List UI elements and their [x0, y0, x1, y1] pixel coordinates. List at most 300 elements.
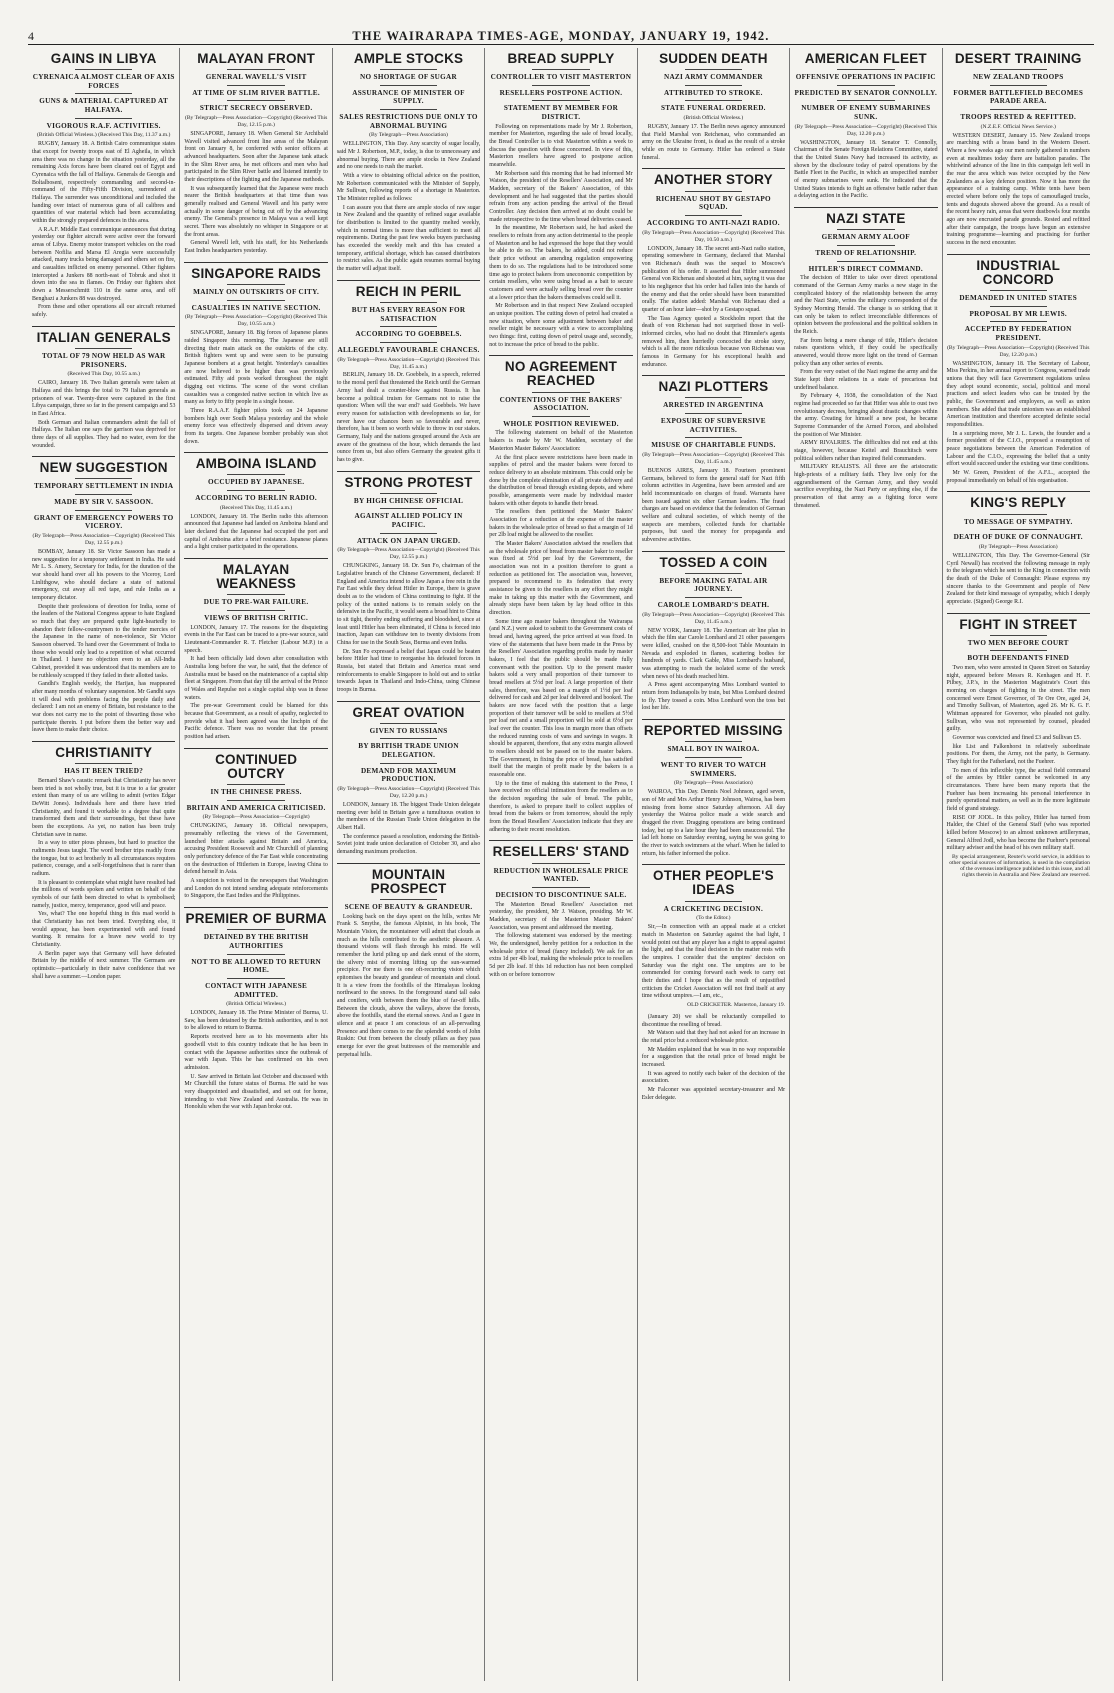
article-paragraph: Sir,—In connection with an appeal made at a cricket match in Masterton on Saturday against the bad light, I would point out that any player has a right to appeal against the light, and that the final decision in the matter rests with the umpires. I consider that the umpires' decision on Saturday was the right one. The umpires are to be commended for coming forward each week to carry out their duties and I hope that as the result of unjustified criticism the Cricket Association will not find itself at any time without umpires.—I am, etc., — [641, 924, 786, 1000]
article — [947, 613, 1090, 879]
deck-rule — [380, 342, 437, 343]
article-separator — [337, 471, 480, 472]
deck-rule — [990, 321, 1047, 322]
deck-rule — [990, 306, 1047, 307]
article-paragraph: CHUNGKING, January 18. Dr. Sun Fo, chairman of the Legislative branch of the Chinese Government, declared: If England and America intend to allow Japan a free rein in the Far East while they defeat Hitler in Europe, there is grave doubt as to the wisdom of China continuing to fight. If the policy of the united nations is to remain solely on the defensive in the Pacific, it would seem a broad hint to China to sit tight, thereby ending suffering and bloodshed, since at least until Hitler has been eliminated, if China is forced into inaction, Japan can withdraw ten to twenty divisions from China for use in the South Seas, Burma and even India. — [336, 563, 481, 646]
deck-rule — [380, 723, 437, 724]
article-headline: ITALIAN GENERALS — [36, 329, 171, 345]
deck-rule — [685, 191, 742, 192]
deck-rule — [685, 69, 742, 70]
article-deck: DEATH OF DUKE OF CONNAUGHT. — [953, 533, 1083, 542]
article-headline: MALAYAN FRONT — [197, 51, 316, 66]
article-deck: WENT TO RIVER TO WATCH SWIMMERS. — [660, 760, 767, 778]
article-deck: WHOLE POSITION REVIEWED. — [503, 419, 619, 428]
article-body — [184, 625, 327, 742]
deck-rule — [227, 474, 284, 475]
article — [947, 52, 1090, 248]
article-separator — [947, 613, 1090, 614]
article-headline: TOSSED A COIN — [659, 554, 768, 570]
article-signature: By special arrangement, Reuter's world service, in addition to other special sources of information, is used in the compilation of the overseas intelligence published in this issue, and all rights therein in Australia and New Zealand are reserved. — [949, 854, 1090, 879]
article-body — [947, 665, 1090, 853]
masthead — [28, 22, 1094, 45]
article-deck: IN THE CHINESE PRESS. — [210, 788, 302, 797]
article-deck: STATEMENT BY MEMBER FOR DISTRICT. — [503, 104, 619, 122]
article-deck: BRITAIN AND AMERICA CRITICISED. — [186, 803, 326, 812]
article-deck: ACCEPTED BY FEDERATION PRESIDENT. — [964, 325, 1072, 343]
article-deck: GERMAN ARMY ALOOF — [821, 233, 910, 242]
article-paragraph: With a view to obtaining official advice on the position, Mr Robertson communicated with the Minister of Supply, Mr Sullivan, following reports of a shortage in Masterton. The Minister replied as follows: — [336, 173, 481, 203]
deck-rule — [990, 514, 1047, 515]
article-paragraph: Two men, who were arrested in Queen Street on Saturday night, appeared before Messrs R. Kenhagen and H. F. Pilbey, J.P.'s, in the Masterton Magistrate's Court this morning on charges of fighting in the street. The men concerned were Ernest Governor, of Te Ore Ore, aged 24, and Timothy Sullivan, of Masterton, aged 26. Mr K. G. F. Whitman appeared for Governor, who pleaded not guilty. Sullivan, who was not represented by counsel, pleaded guilty. — [946, 665, 1090, 733]
news-columns — [28, 48, 1094, 1681]
deck-rule — [532, 416, 589, 417]
article-deck: PREDICTED BY SENATOR CONNOLLY. — [794, 88, 938, 97]
article-paragraph: Up to the time of making this statement to the Press, I have received no official intimation from the resellers as to the decision regarding the sale of bread. The public, therefore, is asked to prepare itself to collect supplies of bread from the bakers or from tomorrow, should the reply from the Bread Resellers' Association indicate that they are adhering to their recent resolution. — [489, 780, 633, 833]
article-deck: TO MESSAGE OF SYMPATHY. — [963, 517, 1073, 526]
article-body — [642, 628, 785, 713]
article-deck: TREND OF RELATIONSHIP. — [815, 248, 917, 257]
article-paragraph: In a way to utter pious phrases, but hard to practice the rudiments Jesus taught. The word brother trips readily from the tongue, but to act brotherly in all circumstances requires patience, courage, and a self-forgetfulness that is rarer than radium. — [32, 840, 176, 877]
article — [184, 452, 327, 552]
article-body — [642, 468, 785, 545]
article-deck: BY HIGH CHINESE OFFICIAL — [353, 496, 464, 505]
article-paragraph: Mr Robertson and in that respect New Zealand occupied an unique position. The cutting down of petrol had created a new situation, where some adjustment between baker and reseller might be necessary with a view to accomplishing two things: first, cutting down of petrol usage and, secondly, not to increase the price of bread to the public. — [489, 303, 633, 348]
article-byline: (By Telegraph—Press Association) — [978, 543, 1058, 550]
article-separator — [489, 840, 632, 841]
deck-rule — [380, 738, 437, 739]
article-deck: BEFORE MAKING FATAL AIR JOURNEY. — [659, 576, 768, 594]
article-deck: REDUCTION IN WHOLESALE PRICE WANTED. — [493, 866, 629, 884]
article-paragraph: It was subsequently learned that the Japanese were much nearer the British headquarters at that time than was generally realised and General Wavell and his party were actually in some danger of being cut off by the advancing enemy. The General's presence in Malaya was a well kept secret. There was absolutely no whisper in Singapore or at the front areas. — [184, 185, 328, 238]
article-paragraph: In the meantime, Mr Robertson said, he had asked the resellers to refrain from any action detrimental to the people of Masterton and he had expressed the hope that they would be able to do so. The bakers, he added, could not reduce their price without an amending regulation empowering them to do so. The regulations had to be introduced some time ago to protect bakers from uneconomic competition by certain resellers, who were using bread as a bait to secure customers and were actually selling bread over the counter at a lower price than the bakers themselves could sell it. — [489, 225, 633, 301]
article-body — [32, 549, 175, 735]
article-separator — [337, 863, 480, 864]
article-headline: SUDDEN DEATH — [659, 51, 768, 66]
article — [642, 719, 785, 858]
article-separator — [947, 254, 1090, 255]
deck-rule — [227, 85, 284, 86]
article-paragraph: In a surprising move, Mr J. L. Lewis, the founder and a former president of the C.I.O., proposed a resumption of peace negotiations between the American Federation of Labour and the C.I.O., expressing the belief that a unity effort would succeed under the existing war time conditions. — [946, 430, 1090, 468]
article — [489, 52, 632, 349]
deck-rule — [532, 887, 589, 888]
deck-rule — [837, 229, 894, 230]
article — [642, 52, 785, 162]
article-paragraph: A Berlin paper says that Germany will have defeated Britain by the middle of next summer. The Germans are optimistic—particularly in their naive confidence that we shall have a summer.—London paper. — [32, 950, 176, 980]
column-4 — [485, 48, 637, 1681]
article-deck: VIGOROUS R.A.F. ACTIVITIES. — [46, 121, 161, 130]
article-paragraph: Mr Madden explained that he was in no way responsible for a suggestion that the retail price of bread might be increased. — [641, 1046, 786, 1068]
article-paragraph: WAIROA, This Day. Dennis Noel Johnson, aged seven, son of Mr and Mrs Arthur Henry Johnson, Wairoa, has been missing from home since Saturday afternoon. All day yesterday the Wairoa police made a wide search and dragged the river. Dragging operations are being continued today, but up to a late hour they had been unsuccessful. The lad left home on Saturday evening, saying he was going to the river to watch swimmers at the wharf. When he failed to return, his father informed the police. — [641, 789, 786, 857]
article-paragraph: Mr Robertson said this morning that he had informed Mr Watson, the president of the Resellers' Association, and Mr Madden, secretary of the Bakers' Association, of this development and he had suggested that the parties should refrain from any action pending the arrival of the Bread Controller. Any decision then arrived at no doubt could be made retrospective to the time when bread deliveries ceased. — [489, 170, 633, 223]
article-byline: (By Telegraph—Press Association—Copyright) (Received This Day, 10.55 a.m.) — [184, 314, 328, 328]
article-paragraph: LONDON, January 18. The Prime Minister of Burma, U. Saw, has been detained by the British authorities, and is not to be allowed to return to Burma. — [184, 1010, 328, 1032]
article-paragraph: Governor was convicted and fined £3 and Sullivan £5. — [952, 735, 1081, 742]
article-byline: (By Telegraph—Press Association—Copyright) (Received This Day, 12.20 p.m.) — [794, 123, 937, 137]
article-deck: ATTACK ON JAPAN URGED. — [356, 536, 461, 545]
article — [32, 456, 175, 735]
article-headline: INDUSTRIAL CONCORD — [976, 257, 1061, 287]
article-separator — [947, 491, 1090, 492]
article-body — [184, 514, 327, 552]
article-paragraph: RUGBY, January 18. A British Cairo communique states that except for twenty troops east of El Agheila, in which area there was no change in the situation yesterday, all the remaining Axis forces have been cleared out of Egypt and Cyrenaica with the fall of Halfaya. Generals de Georgis and Boltalboseni, respectively commanding and second-in-command of the Fifty-Fifth Division, surrendered at Halfaya. The surrender was unconditional and included the handing over intact of numerous guns of all calibres and quantities of war material which had been accumulating within the strongly prepared defences in this area. — [32, 141, 176, 225]
article-separator — [32, 741, 175, 742]
article-body — [337, 914, 480, 1060]
article-headline: REPORTED MISSING — [643, 723, 783, 739]
deck-rule — [227, 954, 284, 955]
deck-rule — [685, 85, 742, 86]
article-body — [642, 924, 785, 1001]
deck-rule — [990, 650, 1047, 651]
article-deck: BY BRITISH TRADE UNION DELEGATION. — [358, 742, 459, 760]
article — [642, 375, 785, 544]
article-deck: NEW ZEALAND TROOPS — [972, 73, 1064, 82]
article-body — [32, 778, 175, 981]
article-deck: AGAINST ALLIED POLICY IN PACIFIC. — [354, 512, 463, 529]
deck-rule — [532, 100, 589, 101]
deck-rule — [685, 215, 742, 216]
article-byline: (By Telegraph—Press Association—Copyright) (Received This Day, 10.50 a.m.) — [642, 229, 785, 243]
article-byline: (By Telegraph—Press Association) — [674, 780, 753, 787]
deck-rule — [227, 100, 284, 101]
article-deck: CONTENTIONS OF THE BAKERS' ASSOCIATION. — [499, 395, 623, 413]
article-deck: VIEWS OF BRITISH CRITIC. — [204, 614, 309, 623]
deck-rule — [75, 763, 132, 764]
deck-rule — [75, 494, 132, 495]
article — [337, 52, 480, 274]
article-deck: DECISION TO DISCONTINUE SALE. — [495, 890, 627, 899]
article-deck: SCENE OF BEAUTY & GRANDEUR. — [344, 903, 473, 912]
deck-rule — [990, 290, 1047, 291]
article-paragraph: General Wavell left, with his staff, for his Netherlands East Indies headquarters yesterday. — [184, 240, 328, 255]
article-body — [794, 275, 937, 510]
deck-rule — [837, 69, 894, 70]
article-deck: SMALL BOY IN WAIROA. — [667, 745, 760, 754]
article-headline: AMBOINA ISLAND — [195, 456, 317, 472]
article-deck: ASSURANCE OF MINISTER OF SUPPLY. — [352, 88, 465, 106]
deck-rule — [532, 863, 589, 864]
deck-rule — [990, 109, 1047, 110]
deck-rule — [380, 326, 437, 327]
article-paragraph: Despite their professions of devotion for India, some of the leaders of the National Congress appear to hate England so much that they are prepared quite light-heartedly to abandon their fellow-countrymen to the tender mercies of the Japanese in the name of non-violence, Sir Victor Sassoon observed. To hand over the Government of India to those who would only lead to a repetition of what occurred in Thailand. I have no objection even to an All-India Cabinet, provided it was understood that its members are to be ruthlessly scrapped if they failed in their allotted tasks. — [32, 603, 176, 679]
article-deck: AT TIME OF SLIM RIVER BATTLE. — [192, 88, 320, 97]
article — [184, 907, 327, 1112]
article-separator — [184, 262, 327, 263]
article-separator — [794, 207, 937, 208]
article-deck: ACCORDING TO ANTI-NAZI RADIO. — [646, 218, 780, 227]
article-deck: ATTRIBUTED TO STROKE. — [664, 88, 763, 97]
deck-rule — [75, 118, 132, 119]
article-paragraph: From these and other operations all our aircraft returned safely. — [32, 304, 176, 319]
article-body — [184, 330, 327, 446]
article — [184, 558, 327, 742]
article-headline: RESELLERS' STAND — [492, 844, 630, 860]
article-separator — [642, 864, 785, 865]
article-deck: HAS IT BEEN TRIED? — [64, 767, 144, 776]
deck-rule — [532, 392, 589, 393]
deck-rule — [837, 261, 894, 262]
deck-rule — [685, 597, 742, 598]
article-paragraph: WASHINGTON, January 18. The Secretary of Labour, Miss Perkins, in her annual report to Congress, warned trade unions that they will face Government regulations unless they adopt sound economic, social, political and moral practices and select leaders who can be trusted by the public, the Government and employers, as well as union members. She added that trade unionism was an established American institution and therefore accepted definite social responsibilities. — [946, 360, 1090, 429]
article-headline: MALAYAN WEAKNESS — [216, 562, 296, 592]
article-deck: GIVEN TO RUSSIANS — [369, 726, 448, 735]
article-deck: MISUSE OF CHARITABLE FUNDS. — [651, 441, 776, 450]
deck-rule — [380, 533, 437, 534]
article-body — [337, 802, 480, 857]
article-headline: NO AGREEMENT REACHED — [504, 359, 618, 389]
article-deck: DUE TO PRE-WAR FAILURE. — [203, 598, 309, 607]
article-separator — [489, 355, 632, 356]
article-separator — [642, 719, 785, 720]
article-byline: (British Official Wireless.) — [683, 115, 744, 122]
article — [184, 748, 327, 901]
deck-rule — [990, 529, 1047, 530]
article-byline: (By Telegraph—Press Association—Copyright) (Received This Day, 11.45 a.m.) — [642, 451, 785, 465]
article-headline: BREAD SUPPLY — [507, 51, 615, 66]
article-deck: DEMANDED IN UNITED STATES — [959, 294, 1078, 303]
article-paragraph: Looking back on the days spent on the hills, writes Mr Frank S. Smythe, the famous Alpinist, in his book, The Mountain Vision, the mountaineer will admit that clouds as much as the hills contributed to the aesthetic pleasure. A thousand visions will flash through his mind. He will remember the lurid piling up and dark ennui of the storm, the silvery mist of morning lifting up the sun-warmed precipice. For me there is one oft-recurring vision which epitomises the beauty and grandeur of mountain and cloud. It is a view from the foothills of the Himalayas looking northward to the snows. In the foreground stand tall oaks and conifers, with between them the blue of far-off hills. Between the clouds, above the valleys, above the forests, above the foothills, stand the eternal snows. And as I gaze in silence and at peace I am conscious of an all-pervading Presence and there comes to me the splendid words of John Ruskin: Out from between the cloudy pillars as they pass emerge for ever the great buttresses of the memorable and perpetual hills. — [336, 913, 481, 1058]
article — [32, 741, 175, 981]
column-3 — [333, 48, 485, 1681]
article-body — [184, 1010, 327, 1112]
article-deck: TOTAL OF 79 NOW HELD AS WAR PRISONERS. — [41, 351, 166, 369]
deck-rule — [75, 478, 132, 479]
article-body — [337, 563, 480, 694]
deck-rule — [532, 85, 589, 86]
article-deck: ALLEGEDLY FAVOURABLE CHANCES. — [337, 345, 480, 354]
article-headline: GAINS IN LIBYA — [50, 51, 157, 66]
article-paragraph: WELLINGTON, This Day. The Governor-General (Sir Cyril Newall) has received the following message in reply to the telegram which he sent to the King in connection with the death of the Duke of Connaught: Please express my sincere thanks to the Government and people of New Zealand for their kind message of sympathy, which I deeply appreciate. (Signed) George R.I. — [946, 552, 1090, 605]
article-deck: NOT TO BE ALLOWED TO RETURN HOME. — [191, 957, 322, 975]
article-paragraph: The decision of Hitler to take over direct operational command of the German Army marks a new stage in the complicated history of the relationship between the army and the Nazi State, writes the military correspondent of the Sydney Morning Herald. The change is so striking that it can only be taken to reflect irreconcilable differences of opinion between the professional and the political soldiers in the Reich. — [794, 275, 938, 335]
deck-rule — [685, 573, 742, 574]
article-deck: RESELLERS POSTPONE ACTION. — [499, 88, 623, 97]
article-paragraph: CHUNGKING, January 18. Official newspapers, presumably reflecting the views of the Government, launched bitter attacks against Britain and America, accusing President Roosevelt and Mr Churchill of planning only perfunctory defence of the Far East while concentrating on the destruction of Hitlerism in Europe, leaving China to defend herself in Asia. — [184, 823, 328, 876]
article-body — [489, 124, 632, 349]
article-separator — [184, 907, 327, 908]
column-2 — [180, 48, 332, 1681]
article-headline: STRONG PROTEST — [344, 474, 473, 490]
article — [32, 326, 175, 450]
deck-rule — [532, 69, 589, 70]
article-paragraph: MILITARY REALISTS. All three are the aristocratic high-priests of a military faith. They live only for the aggrandisement of the German Army, and they would sacrifice everything, the Nazi Party or anything else, if the preservation of that army as a fighting force were threatened. — [794, 464, 938, 509]
article-deck: GUNS & MATERIAL CAPTURED AT HALFAYA. — [39, 97, 169, 115]
deck-rule — [227, 800, 284, 801]
article-paragraph: Gandhi's English weekly, the Harijan, has reappeared after many months of voluntary suspension. Mr Gandhi says it will deal with problems facing the people daily and declared: I am not an enemy of Britain, but resistance to the war does not carry me to the point of thwarting those who participate therein. I put before them the better way and leave them to make their choice. — [32, 681, 176, 734]
article — [642, 1014, 785, 1102]
article-body — [337, 372, 480, 464]
article-paragraph: The Master Bakers' Association advised the resellers that as the wholesale price of bread from master baker to reseller was fixed at 5½d per loaf by the Government, the association was not in a position therefore to grant a reduction as petitioned for. The association was, however, prepared to recommend to its federation that every assistance be given to the resellers in any effort they might make in taking up this matter with the Government, and already steps have been taken by lay head office in this direction. — [489, 540, 633, 616]
deck-rule — [227, 300, 284, 301]
article-paragraph: From the very outset of the Nazi regime the army and the State kept their relations in a state of precarious but undefined balance. — [794, 369, 938, 391]
article-headline: NAZI STATE — [826, 211, 906, 227]
column-5 — [638, 48, 790, 1681]
article-headline: SINGAPORE RAIDS — [191, 265, 322, 281]
article-byline: (By Telegraph—Press Association—Copyright) (Received This Day, 12.55 p.m.) — [337, 547, 480, 561]
article-body — [184, 131, 327, 256]
article-paragraph: The following statement was endorsed by the meeting: We, the undersigned, hereby petition for a reduction in the wholesale price of bread (fancy included). We ask for an extra 1d per 4lb loaf, making the wholesale price to resellers 5d per 2lb loaf. If this 1d reduction has not been complied with on or before tomorrow — [489, 933, 633, 978]
article-byline: (By Telegraph—Press Association—Copyright) (Received This Day, 12.20 p.m.) — [947, 344, 1090, 358]
article-paragraph: WELLINGTON, This Day. Any scarcity of sugar locally, said Mr J. Robertson, M.P., today, is due to unnecessary and abnormal buying. There are ample stocks in New Zealand and no one needs to rush the market. — [336, 141, 481, 171]
deck-rule — [380, 109, 437, 110]
article-separator — [32, 326, 175, 327]
article-body — [32, 380, 175, 450]
article-separator — [184, 452, 327, 453]
article — [642, 551, 785, 713]
article-headline: GREAT OVATION — [352, 704, 465, 720]
article-paragraph: A suspicion is voiced in the newspapers that Washington and London do not intend sending adequate reinforcements to Singapore, the East Indies and the Philippines. — [184, 878, 328, 900]
article-deck: CONTACT WITH JAPANESE ADMITTED. — [205, 981, 308, 999]
article-byline: (By Telegraph—Press Association) — [369, 132, 448, 139]
column-6 — [790, 48, 942, 1681]
article — [947, 491, 1090, 606]
article-headline: NEW SUGGESTION — [39, 460, 168, 476]
article-paragraph: To men of this inflexible type, the actual field command of the armies by Hitler cannot be welcomed in any circumstances. There have been many reports that the Fuehrer has been increasing his personal interference in purely operational matters, as well as in the more legitimate field of grand strategy. — [946, 767, 1090, 813]
article-deck: CYRENAICA ALMOST CLEAR OF AXIS FORCES — [32, 73, 175, 90]
article-paragraph: LONDON, January 17. The reasons for the disquieting events in the Far East can be traced to a pre-war source, said Lieutenant-Commander R. T. Fletcher (Labour M.P.) in a speech. — [184, 624, 328, 654]
article — [642, 864, 785, 1008]
column-7 — [943, 48, 1094, 1681]
article-deck: CONTROLLER TO VISIT MASTERTON — [490, 73, 632, 82]
article-deck: TWO MEN BEFORE COURT — [967, 638, 1069, 647]
article-headline: CONTINUED OUTCRY — [215, 751, 298, 781]
deck-rule — [380, 302, 437, 303]
article-paragraph: NEW YORK, January 18. The American air line plan in which the film star Carole Lombard and 21 other passengers were killed, crashed on the 8,500-foot Table Mountain in Nevada and exploded in flames, scattering bodies for hundreds of yards. Clark Gable, Miss Lombard's husband, was attempting to reach the isolated scene of the wreck when news of his death reached him. — [641, 627, 786, 680]
article-paragraph: Far from being a mere change of title, Hitler's decision raises questions which, if they could be specifically answered, would throw more light on the trend of German policy than any other series of events. — [794, 337, 938, 367]
article-body — [489, 902, 632, 980]
article — [184, 52, 327, 256]
deck-rule — [75, 69, 132, 70]
article — [32, 52, 175, 320]
article-separator — [642, 375, 785, 376]
article-paragraph: Some time ago master bakers throughout the Wairarapa (and N.Z.) were asked to submit to the Government costs of bread and, having agreed, the price arrived at was fixed. In view of the statements that have been made in the Press by the Resellers' Association regarding profits made by master bakers, I feel that the public should be made fully conversant with the position. Up to the present master bakers sold a very small proportion of their turnover to bread resellers at 5½d per loaf. A large proportion of their sales, therefore, was based on a margin of 1½d per loaf delivered for cash and 2d per loaf delivered and booked. The bakers are now faced with the position that a large proportion of their turnover will be sold to resellers at 5½d per loaf net and a small proportion will be sold at 6½d per loaf over the counter. This loss in margin more than offsets the reduced running costs of vans and savings in wages. It should be apparent, therefore, that any extra margin allowed to resellers should not be passed on to the master bakers. The Government, in fixing the price of bread, has satisfied itself that the margin of profit made by the bakers is a reasonable one. — [489, 618, 633, 779]
article-byline: (Received This Day, 10.55 a.m.) — [67, 371, 140, 378]
article-paragraph: Mr Falconer was appointed secretary-treasurer and Mr Esler delegate. — [641, 1086, 786, 1101]
deck-rule — [685, 901, 742, 902]
article-paragraph: WESTERN DESERT, January 15. New Zealand troops are marching with a brass band in the Western Desert. Where a few weeks ago our men rarely gathered in numbers even at mealtimes today there are battalion parades. The whirlwind advance of the line in this campaign left well in the rear the area which was twice occupied by the New Zealanders as a key defence position. Now it has more the appearance of a training camp. White tents have been erected where before only the tops of camouflaged trucks, tents and dugouts showed above the ground. As a result of the recent heavy rain, areas that were dustbowls four months ago are now encrusted parade grounds. Rested and refitted after their campaign, the troops have begun an extensive training programme—learning and practising for further success in the next encounter. — [946, 132, 1090, 247]
article-paragraph: LONDON, January 18. The biggest Trade Union delegate meeting ever held in Britain gave a tumultuous ovation to the members of the Russian Trade Union delegation in the Albert Hall. — [336, 802, 481, 832]
article-byline: (N.Z.E.F. Official News Service.) — [980, 123, 1056, 130]
article-paragraph: It had been officially laid down after consultation with Australia long before the war, he said, that the defence of Australia must be based on the maintenance of a capital ship fleet at Singapore. From that day till the arrival of the Prince of Wales and Repulse not a single capital ship was in those waters. — [184, 656, 328, 701]
article-byline: (By Telegraph—Press Association—Copyright) (Received This Day, 11.45 a.m.) — [337, 356, 480, 370]
article — [337, 471, 480, 695]
article-paragraph: By February 4, 1938, the consolidation of the Nazi regime had proceeded so far that Hitler was able to oust two revolutionary decrees, bringing about drastic changes within the army. Creating for himself a new post, he became Supreme Commander of the Armed Forces, and abolished the position of War Minister. — [794, 393, 938, 438]
article-paragraph: It was agreed to notify each baker of the decision of the association. — [641, 1070, 786, 1085]
deck-rule — [837, 85, 894, 86]
article — [337, 280, 480, 465]
article-headline: MOUNTAIN PROSPECT — [370, 866, 447, 896]
article-headline: NAZI PLOTTERS — [658, 379, 769, 395]
article-paragraph: ARMY RIVALRIES. The difficulties did not end at this stage, however, because Keitel and Brauchitsch were political soldiers rather than inspired field commanders. — [794, 440, 938, 462]
deck-rule — [990, 69, 1047, 70]
article-paragraph: LONDON, January 18. The Berlin radio this afternoon announced that Japanese had landed on Amboina Island and later declared that the Japanese had occupied the port and capital of Amboina after a brief resistance. Japanese planes and a light cruiser participated in the operations. — [184, 513, 328, 551]
deck-rule — [380, 493, 437, 494]
article — [184, 262, 327, 447]
article-deck: DEMAND FOR MAXIMUM PRODUCTION. — [360, 766, 457, 784]
article-paragraph: Yes, what? The one hopeful thing in this mad world is that Christianity has not been tried. Everything else, it would appear, has been experimented with and found wanting. It remains for a brave new world to try Christianity. — [32, 911, 176, 949]
article-signature: OLD CRICKETER. Masterton, January 19. — [687, 1001, 786, 1008]
article-separator — [184, 558, 327, 559]
article-paragraph: Following on representations made by Mr J. Robertson, member for Masterton, regarding the sale of bread locally, the Bread Controller is to visit Masterton within a week to discuss the question with those concerned. In view of this, Masterton resellers have agreed to postpone action meanwhile. — [489, 123, 633, 169]
article-paragraph: U. Saw arrived in Britain last October and discussed with Mr Churchill the future status of Burma. He said he was very disappointed and dissatisfied, and set out for home, intending to visit New Zealand and Australia. He was in Honolulu when the war with Japan broke out. — [184, 1073, 328, 1111]
deck-rule — [227, 284, 284, 285]
article-paragraph: I can assure you that there are ample stocks of raw sugar in New Zealand and the quantity of refined sugar available for distribution is limited to the quantity melted weekly, which in normal times is more than sufficient to meet all requirements. During the past few weeks buyers purchasing has exceeded the weekly melt and this has created a temporary, artificial shortage, which has caused distributors to restrict sales. As the public again resumes normal buying the matter will adjust itself. — [336, 204, 481, 273]
article-paragraph: The resellers then petitioned the Master Bakers' Association for a reduction at the expense of the master bakers in the wholesale price of bread so that a margin of 1d per 2lb loaf might be allowed to the reseller. — [489, 509, 633, 539]
article-paragraph: BERLIN, January 18. Dr. Goebbels, in a speech, referred to the moral peril that threatened the Reich until the German Army had dealt a counter-blow against Russia. It has become a political truism for Germans not to raise the question: When will the war end? said Goebbels. We have every reason for satisfaction with developments so far, for never have our chances been so favourable and never, therefore, has it been so worth while to throw in our stakes. Germany, Italy and the nations grouped around the Axis are aware of the greatness of the hour, which demands the last ounce from us, but also offers Germany the greatest gifts it has to give. — [336, 372, 481, 463]
article-deck: OFFENSIVE OPERATIONS IN PACIFIC — [795, 73, 936, 82]
article-byline: (By Telegraph—Press Association—Copyright) (Received This Day, 12.15 p.m.) — [184, 115, 328, 129]
article-paragraph: CAIRO, January 18. Two Italian generals were taken at Halfaya and this brings the total to 79 Italian generals as prisoners of war. Twenty-three were captured in the first Libya campaign, three so far in the present campaign and 53 in East Africa. — [32, 380, 176, 417]
deck-rule — [227, 594, 284, 595]
deck-rule — [227, 784, 284, 785]
article-deck: RICHENAU SHOT BY GESTAPO SQUAD. — [655, 194, 771, 212]
article-paragraph: The Tass Agency quoted a Stockholm report that the death of von Richenau had not surprised those in well-informed circles, who had no doubt that Himmler's agents removed him, then hurriedly concocted the stroke story, which is all the more ridiculous because von Richenau was famous in Germany for his exceptional health and endurance. — [641, 315, 786, 368]
article-byline: (By Telegraph—Press Association—Copyright) — [202, 814, 310, 821]
deck-rule — [685, 757, 742, 758]
article-paragraph: The following statement on behalf of the Masterton bakers is made by Mr W. Madden, secretary of the Masterton Master Bakers' Association: — [489, 430, 633, 452]
article-deck: MADE BY SIR V. SASSOON. — [54, 498, 154, 507]
article-deck: BUT HAS EVERY REASON FOR SATISFACTION — [351, 305, 466, 323]
article-paragraph: Reports received here as to his movements after his goodwill visit to this country indicate that he has been in contact with the Japanese authorities since the outbreak of war with Japan. This he has confirmed on his own admission. — [184, 1034, 328, 1071]
article-deck: NO SHORTAGE OF SUGAR — [360, 73, 458, 82]
article-deck: MAINLY ON OUTSKIRTS OF CITY. — [193, 287, 320, 296]
article-headline: OTHER PEOPLE'S IDEAS — [653, 868, 774, 898]
article-deck: HITLER'S DIRECT COMMAND. — [808, 264, 923, 273]
article-paragraph: Dr. Sun Fo expressed a belief that Japan could be beaten before Hitler had time to reorganise his defeated forces in Russia, but stated that Britain and America must send reinforcements to enable Singapore to hold out and to strike towards Japan in Thailand and Indo-China, using Chinese troops in Burma. — [336, 648, 481, 693]
article-paragraph: Mr Watson said that they had not asked for an increase in the retail price but a reduced wholesale price. — [641, 1030, 786, 1044]
article — [489, 355, 632, 834]
article-paragraph: (January 20) we shall be reluctantly compelled to discontinue the reselling of bread. — [641, 1013, 786, 1028]
article-paragraph: WASHINGTON, January 18. Senator T. Connolly, Chairman of the Senate Foreign Relations Committee, stated that the United States Navy had increased its activity, as shown by the disclosure today of patrol operations by the Battle Fleet in the Pacific, in which an unspecified number of enemy submarines were sunk. He indicated that the United States intends to fight an offensive battle rather than a delaying action in the Pacific. — [794, 139, 938, 200]
deck-rule — [75, 348, 132, 349]
deck-rule — [380, 763, 437, 764]
article-deck: DETAINED BY THE BRITISH AUTHORITIES — [203, 933, 309, 950]
deck-rule — [380, 85, 437, 86]
article-headline: REICH IN PERIL — [355, 283, 462, 299]
article-byline: (By Telegraph—Press Association—Copyright) (Received This Day, 12.55 p.m.) — [32, 533, 175, 547]
article-paragraph: Bernard Shaw's caustic remark that Christianity has never been tried is not wholly true, but it is true to a far greater extent than many of us are willing to admit (writes Edgar DeWitt Jones). Individuals here and there have tried Christianity, and found it workable to a degree that quite transformed them and their surroundings, but these have been the exceptions. As yet, no nation has been truly Christian save in name. — [32, 777, 176, 838]
article-deck: STRICT SECRECY OBSERVED. — [199, 104, 313, 113]
article-deck: PROPOSAL BY MR LEWIS. — [969, 309, 1067, 318]
article-paragraph: SINGAPORE, January 18. When General Sir Archibald Wavell visited advanced front line areas of the Malayan front on January 8, he conferred with senior officers at advanced headquarters. Soon after the Japanese tank attack in the Slim River area, he met officers and men who had participated in the Slim River battle and listened intently to their descriptions of the fighting and the Japanese methods. — [184, 131, 328, 184]
article-body — [184, 823, 327, 901]
article-deck: OCCUPIED BY JAPANESE. — [207, 478, 305, 487]
article — [642, 168, 785, 369]
article-headline: FIGHT IN STREET — [959, 616, 1078, 632]
article-body — [642, 246, 785, 370]
article-paragraph: Mr W. Green, President of the A.F.L., accepted the proposal immediately on behalf of his organisation. — [946, 470, 1090, 484]
article-deck: STATE FUNERAL ORDERED. — [661, 104, 766, 113]
article-deck: NAZI ARMY COMMANDER — [663, 73, 763, 82]
deck-rule — [837, 100, 894, 101]
article-deck: SALES RESTRICTIONS DUE ONLY TO ABNORMAL BUYING — [339, 113, 478, 130]
deck-rule — [837, 245, 894, 246]
article-deck: ACCORDING TO GOEBBELS. — [355, 330, 462, 339]
article-byline: (British Official Wireless.) — [226, 1001, 286, 1008]
deck-rule — [75, 510, 132, 511]
article — [947, 254, 1090, 486]
article-headline: ANOTHER STORY — [653, 172, 773, 188]
article-paragraph: Both German and Italian commanders admit the fall of Halfaya. The Italian one says the garrison was deprived for three days of all supplies. They had no water, even for the wounded. — [32, 419, 176, 449]
article-deck: GENERAL WAVELL'S VISIT — [205, 73, 307, 82]
article-paragraph: A Press agent accompanying Miss Lombard wanted to return from Indianapolis by train, but Miss Lombard desired to fly. They tossed a coin. Miss Lombard won the toss but lost her life. — [641, 682, 786, 712]
article-body — [32, 141, 175, 319]
article-body — [947, 133, 1090, 248]
article-headline: AMERICAN FLEET — [804, 51, 927, 66]
article-body — [794, 140, 937, 201]
article-byline: (British Official Wireless.) (Received This Day, 11.37 a.m.) — [37, 132, 171, 139]
article-body — [489, 430, 632, 834]
article-headline: KING'S REPLY — [970, 495, 1067, 511]
